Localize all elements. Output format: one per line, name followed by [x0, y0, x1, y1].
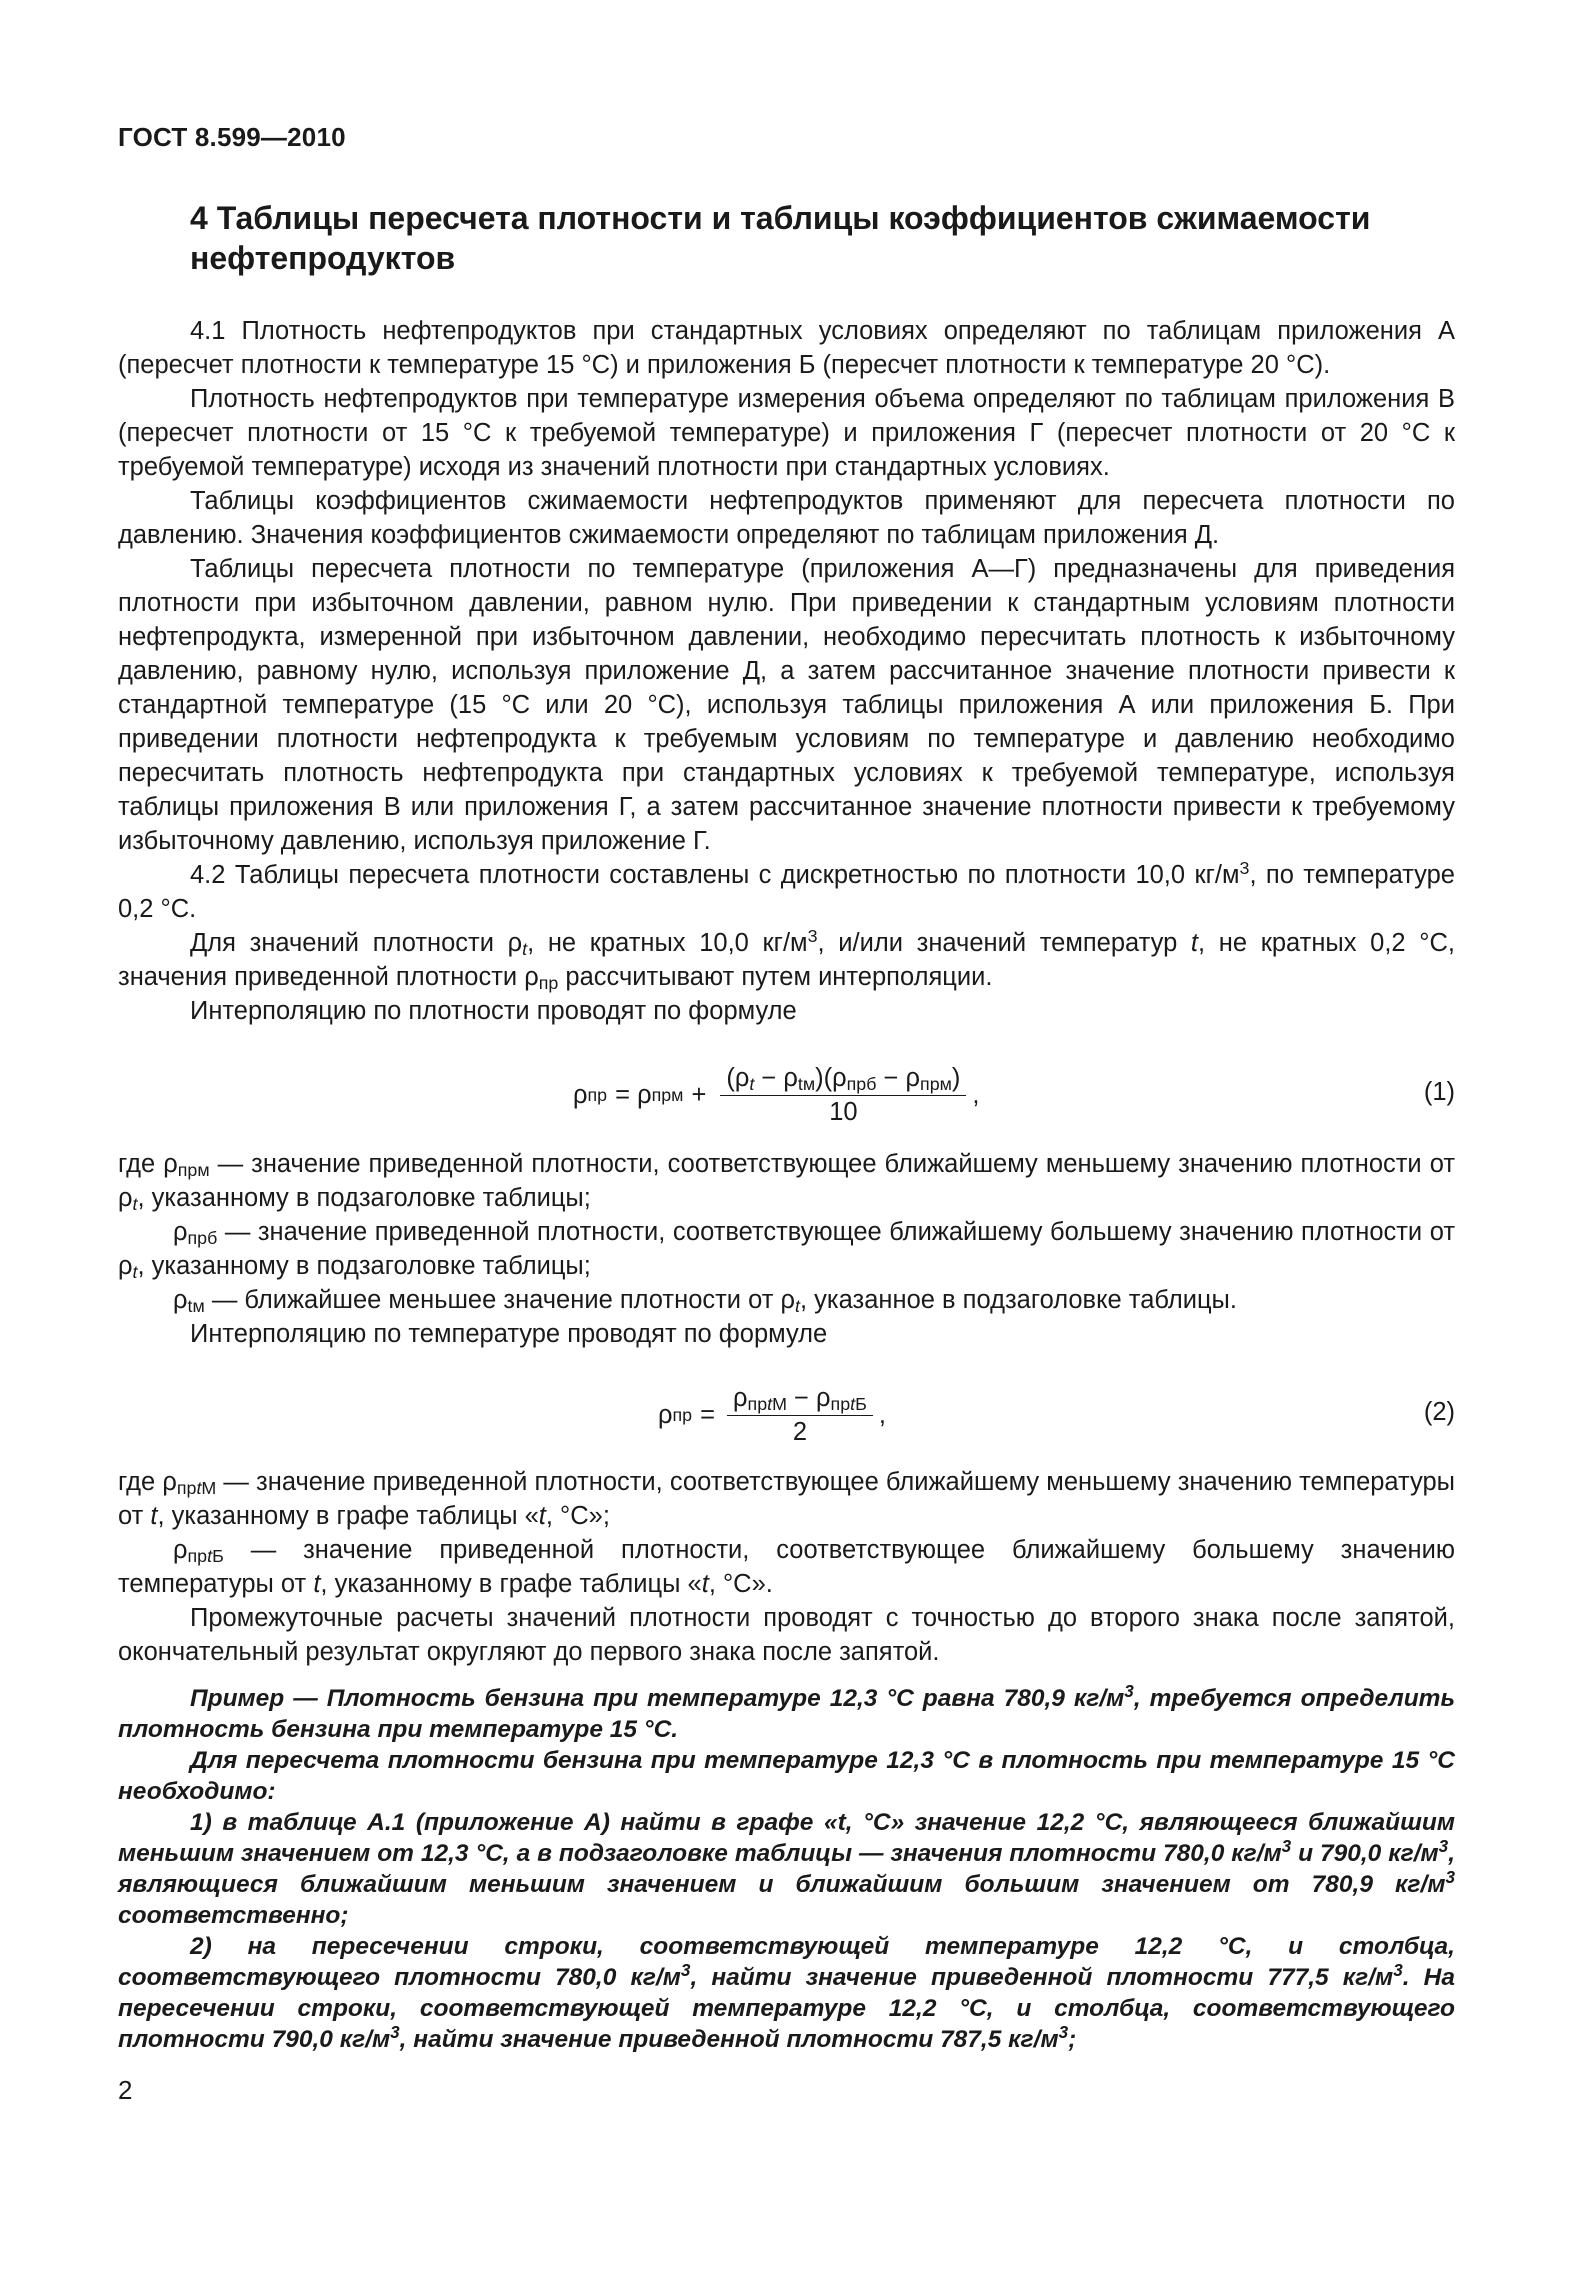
text-run: t [150, 1502, 158, 1530]
text-run: — ближайшее меньшее значение плотности от ρ [204, 1286, 796, 1314]
paragraph: Интерполяцию по температуре проводят по формуле [190, 1320, 828, 1348]
formula-body: ρ пр = ρ прм + $\frac{(\rho_t - \rho_{tм})(\rho_{прб} - \rho_{прм})}{10}$ , [573, 1063, 980, 1126]
subscript: прм [920, 1073, 952, 1094]
section-title: 4 Таблицы пересчета плотности и таблицы коэффициентов сжимаемости нефтепродуктов [190, 200, 1371, 276]
text-run: , не кратных 10,0 кг/м [527, 929, 808, 957]
example-paragraph: Для пересчета плотности бензина при температуре 12,3 °С в плотность при температуре 15 °С необходимо: [118, 1747, 1455, 1805]
text-run: ) [951, 1063, 961, 1092]
text-run: 4.2 Таблицы пересчета плотности составлены с дискретностью по плотности 10,0 кг/м [190, 861, 1240, 889]
text-run: ρ [173, 1286, 188, 1314]
text-run: ρ [173, 1536, 188, 1564]
paragraph: Промежуточные расчеты значений плотности проводят с точностью до второго знака после запятой, окончательный результат округляют до первого знака после запятой. [118, 1604, 1455, 1666]
superscript: 3 [807, 926, 818, 946]
formula-symbol: ρ [573, 1080, 588, 1109]
text-run: 2) на пересечении строки, соответствующей температуре 12,2 °С, и столбца, соответствующего плотности 780,0 кг/м [118, 1933, 1455, 1991]
superscript: 3 [1445, 1867, 1455, 1887]
text-run: , найти значение приведенной плотности 787,5 кг/м [399, 2026, 1059, 2053]
text-run: пр [830, 1393, 851, 1414]
text-run: Б [212, 1546, 224, 1566]
formula-operator: = [700, 1400, 716, 1429]
formula-2 [118, 1380, 1455, 1450]
fraction-denominator: 10 [829, 1097, 858, 1126]
text-run: , указанному в подзаголовке таблицы; [137, 1184, 591, 1212]
paragraph: Плотность нефтепродуктов при температуре измерения объема определяют по таблицам приложения В (пересчет плотности от 15 °С к требуемой температуре) и приложения Г (пересчет плотности от 20 °С к требуемой температуре) исходя из значений плотности при стандартных условиях. [118, 385, 1455, 481]
paragraph: Таблицы коэффициентов сжимаемости нефтепродуктов применяют для пересчета плотности по давлению. Значения коэффициентов сжимаемости определяют по таблицам приложения Д. [118, 487, 1455, 549]
text-run: − ρ [754, 1063, 798, 1092]
text-run: , указанному в графе таблицы « [320, 1570, 702, 1598]
text-run: t [850, 1393, 856, 1414]
formula-symbol: ρ [658, 1400, 673, 1429]
text-run: ρ [733, 1383, 748, 1412]
text-run: t [701, 1570, 709, 1598]
text-run: пр [176, 1478, 197, 1498]
fraction [727, 1384, 873, 1447]
paragraph [118, 926, 1455, 994]
text-run: , и/или значений температур [817, 929, 1191, 957]
text-run: Б [855, 1393, 867, 1414]
superscript: 3 [1393, 1960, 1403, 1980]
text-run: , по температуре 0,2 °С. [118, 861, 1455, 923]
subscript [188, 1546, 224, 1566]
formula-body: ρ пр = $\frac{\rho_{прtМ} - \rho_{прtБ}}{2}$ , [658, 1383, 886, 1446]
text-run: , найти значение приведенной плотности 777,5 кг/м [690, 1964, 1394, 1991]
subscript: прм [177, 1160, 210, 1180]
subscript: прб [187, 1228, 218, 1248]
subscript: t [749, 1073, 755, 1094]
text-run: где ρ [118, 1468, 177, 1496]
text-run: Пример — Плотность бензина при температуре 12,3 °С равна 780,9 кг/м [190, 1685, 1125, 1712]
text-run: t [196, 1478, 202, 1498]
formula-operator: + [691, 1080, 707, 1109]
text-run: , не кратных 0,2 °С, значения приведенной плотности ρ [118, 929, 1455, 991]
definition [118, 1283, 1455, 1317]
document-header: ГОСТ 8.599—2010 [118, 122, 346, 152]
definition [118, 1465, 1455, 1533]
text-run: , являющиеся ближайшим меньшим значением и ближайшим большим значением от 780,9 кг/м [118, 1840, 1455, 1898]
superscript: 3 [1281, 1836, 1292, 1856]
text-run: Для значений плотности ρ [190, 929, 523, 957]
text-run: t [313, 1570, 321, 1598]
superscript: 3 [390, 2022, 400, 2042]
superscript: 3 [680, 1960, 691, 1980]
superscript: 3 [1438, 1836, 1449, 1856]
text-run: ; [1068, 2026, 1077, 2053]
text-run: — значение приведенной плотности, соответствующее ближайшему большему значению плотности от ρ [118, 1218, 1455, 1280]
text-run: , указанному в графе таблицы « [157, 1502, 539, 1530]
paragraph [118, 858, 1455, 926]
text-run: ρ [173, 1218, 188, 1246]
formula-number: (1) [1423, 1078, 1455, 1106]
superscript: 3 [1124, 1681, 1134, 1701]
definition [118, 1147, 1455, 1215]
text-run: где ρ [118, 1150, 178, 1178]
subscript: t [522, 939, 528, 959]
formula-number: (2) [1423, 1398, 1455, 1426]
subscript [748, 1394, 787, 1414]
subscript: tм [797, 1073, 816, 1094]
example-block [118, 1683, 1455, 2055]
text-run: , °С»; [545, 1502, 610, 1530]
fraction-denominator: 2 [792, 1417, 808, 1446]
subscript [831, 1394, 867, 1414]
body-text-block-1 [118, 314, 1455, 1028]
paragraph: Таблицы пересчета плотности по температуре (приложения А—Г) предназначены для приведения плотности при избыточном давлении, равном нулю. При приведении к стандартным условиям плотности нефтепродукта, измеренной при избыточном давлении, необходимо пересчитать плотность к избыточному давлению, равному нулю, используя приложение Д, а затем рассчитанное значение плотности привести к стандартной температуре (15 °С или 20 °С), используя таблицы приложения А или приложения Б. При приведении плотности нефтепродукта к требуемым условиям по температуре и давлению необходимо пересчитать плотность нефтепродукта при стандартных условиях к требуемой температуре, используя таблицы приложения В или приложения Г, а затем рассчитанное значение плотности привести к требуемому избыточному давлению, используя приложение Г. [118, 555, 1455, 855]
subscript: tм [187, 1296, 205, 1316]
text-run: − ρ [786, 1383, 831, 1412]
subscript [177, 1478, 216, 1498]
text-run: t [767, 1393, 773, 1414]
body-text-block-3 [118, 1465, 1455, 1669]
text-run: 1) в таблице А.1 (приложение А) найти в графе «t, °С» значение 12,2 °С, являющееся ближайшим меньшим значением от 12,3 °С, а в подзаголовке таблицы — значения плотности 780,0 кг/м [118, 1809, 1455, 1867]
example-paragraph [118, 1807, 1455, 1931]
superscript: 3 [1239, 858, 1250, 878]
page-number: 2 [118, 2075, 133, 2105]
text-run: — значение приведенной плотности, соответствующее ближайшему большему значению температуры от [118, 1536, 1455, 1598]
text-run: пр [747, 1393, 768, 1414]
fraction-numerator [727, 1384, 873, 1416]
text-run: соответственно; [118, 1902, 349, 1929]
text-run: рассчитывают путем интерполяции. [558, 963, 993, 991]
formula-1 [118, 1060, 1455, 1130]
subscript: прб [846, 1073, 877, 1094]
subscript: пр [538, 973, 559, 993]
subscript: t [795, 1296, 800, 1316]
text-run: — значение приведенной плотности, соответствующее ближайшему меньшему значению плотности от ρ [118, 1150, 1455, 1212]
superscript: 3 [1058, 2022, 1069, 2042]
body-text-block-2 [118, 1147, 1455, 1351]
formula-punctuation: , [878, 1400, 886, 1429]
text-run: t [207, 1546, 213, 1566]
text-run: t [538, 1502, 546, 1530]
text-run: (ρ [726, 1063, 750, 1092]
text-run: пр [187, 1546, 208, 1566]
formula-symbol: = ρ [615, 1080, 652, 1109]
text-run: , указанное в подзаголовке таблицы. [800, 1286, 1237, 1314]
text-run: − ρ [876, 1063, 921, 1092]
text-run: , требуется определить плотность бензина при температуре 15 °С. [118, 1685, 1456, 1743]
text-run: — значение приведенной плотности, соответствующее ближайшему меньшему значению температуры от [118, 1468, 1455, 1530]
paragraph: Интерполяцию по плотности проводят по формуле [190, 997, 797, 1025]
text-run: . На пересечении строки, соответствующей температуре 12,2 °С, и столбца, соответствующего плотности 790,0 кг/м [118, 1964, 1455, 2053]
definition [118, 1533, 1455, 1601]
example-paragraph [118, 1683, 1455, 1745]
definition [118, 1215, 1455, 1283]
paragraph: 4.1 Плотность нефтепродуктов при стандартных условиях определяют по таблицам приложения А (пересчет плотности к температуре 15 °С) и приложения Б (пересчет плотности к температуре 20 °С). [118, 317, 1455, 379]
fraction-numerator [720, 1064, 966, 1096]
text-run: , указанному в подзаголовке таблицы; [137, 1252, 591, 1280]
formula-punctuation: , [972, 1080, 980, 1109]
text-run: М [772, 1393, 787, 1414]
subscript: t [132, 1194, 138, 1214]
text-run: , °С». [708, 1570, 773, 1598]
subscript: t [132, 1262, 138, 1282]
fraction [720, 1064, 966, 1127]
text-run: )(ρ [815, 1063, 847, 1092]
example-paragraph [118, 1931, 1455, 2055]
text-run: М [201, 1478, 217, 1498]
text-run: и 790,0 кг/м [1291, 1840, 1439, 1867]
text-run: t [1190, 929, 1199, 957]
